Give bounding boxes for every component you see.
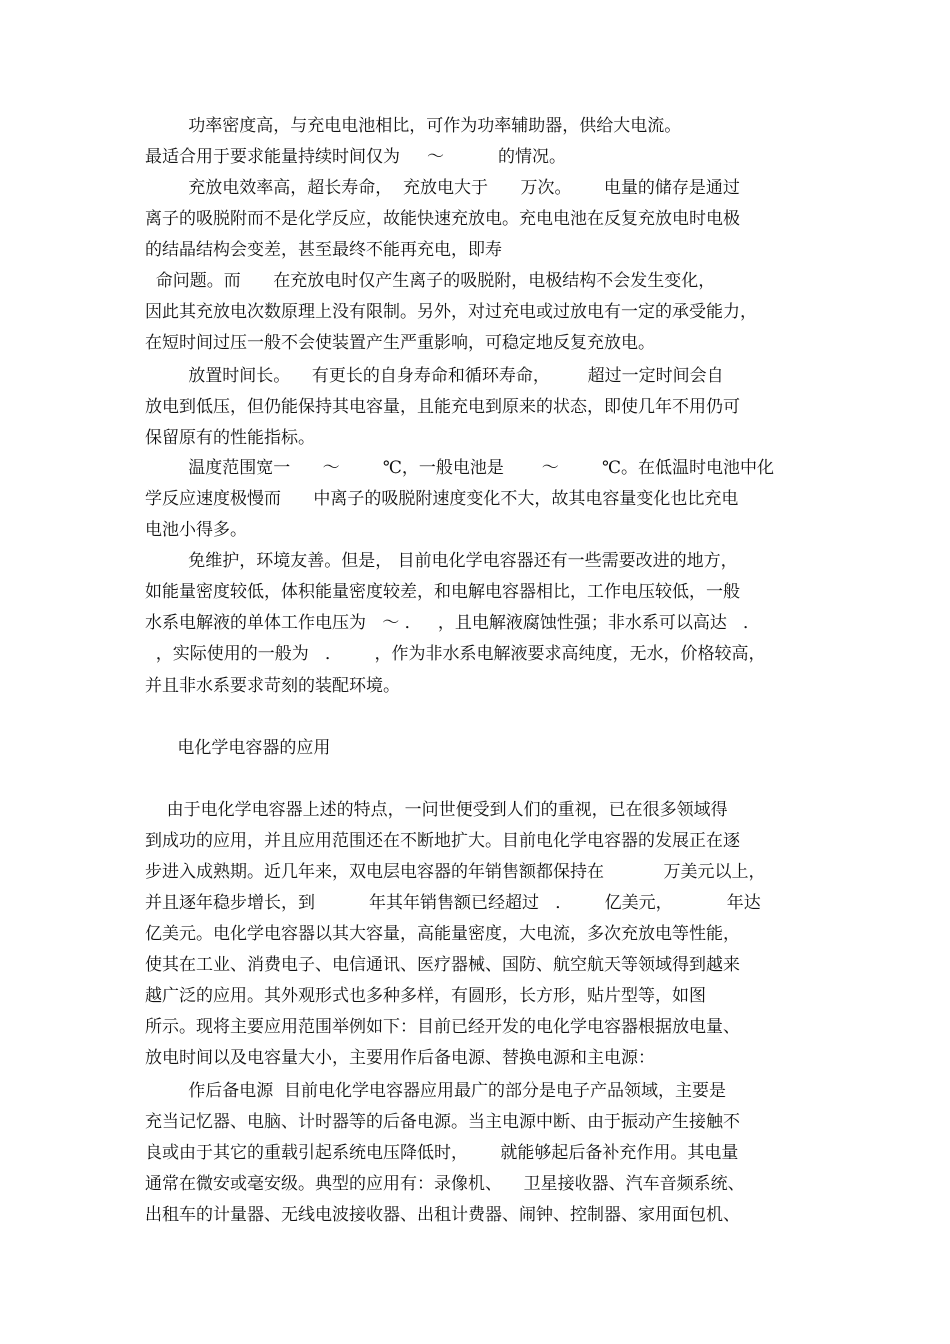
text-line: 通常在微安或毫安级。典型的应用有：录像机、 卫星接收器、汽车音频系统、 [145,1174,745,1194]
text-line: 因此其充放电次数原理上没有限制。另外，对过充电或过放电有一定的承受能力， [145,302,757,322]
text-line: 最适合用于要求能量持续时间仅为 ～ 的情况。 [145,147,567,167]
text-line: 命问题。而 在充放电时仅产生离子的吸脱附，电极结构不会发生变化， [145,271,716,291]
text-line: 作后备电源 目前电化学电容器应用最广的部分是电子产品领域，主要是 [145,1081,727,1101]
text-line: 放电时间以及电容量大小，主要用作后备电源、替换电源和主电源： [145,1048,655,1068]
text-line: 充放电效率高，超长寿命， 充放电大于 万次。 电量的储存是通过 [145,178,740,198]
text-line: 所示。现将主要应用范围举例如下：目前已经开发的电化学电容器根据放电量、 [145,1017,740,1037]
text-line: 步进入成熟期。近几年来，双电层电容器的年销售额都保持在 万美元以上， [145,862,766,882]
text-line: 保留原有的性能指标。 [145,428,315,448]
text-line: 并且逐年稳步增长，到 年其年销售额已经超过 ． 亿美元， 年达 [145,893,761,913]
text-line: 的结晶结构会变差，甚至最终不能再充电，即寿 [145,240,502,260]
text-line: 使其在工业、消费电子、电信通讯、医疗器械、国防、航空航天等领域得到越来 [145,955,740,975]
text-line: 放电到低压，但仍能保持其电容量，且能充电到原来的状态，即使几年不用仍可 [145,397,740,417]
text-line: 功率密度高，与充电电池相比，可作为功率辅助器，供给大电流。 [145,116,682,136]
text-line: 由于电化学电容器上述的特点，一问世便受到人们的重视，已在很多领域得 [145,800,728,820]
text-line: 电池小得多。 [145,520,247,540]
text-line: 水系电解液的单体工作电压为 ～ ． ，且电解液腐蚀性强；非水系可以高达 ． [145,613,761,633]
text-line: 充当记忆器、电脑、计时器等的后备电源。当主电源中断、由于振动产生接触不 [145,1112,740,1132]
text-line: 在短时间过压一般不会使装置产生严重影响，可稳定地反复充放电。 [145,333,655,353]
text-line: 放置时间长。 有更长的自身寿命和循环寿命， 超过一定时间会自 [145,366,724,386]
text-line: 学反应速度极慢而 中离子的吸脱附速度变化不大，故其电容量变化也比充电 [145,489,739,509]
text-line: 并且非水系要求苛刻的装配环境。 [145,676,400,696]
text-line: 到成功的应用，并且应用范围还在不断地扩大。目前电化学电容器的发展正在逐 [145,831,740,851]
text-line: 离子的吸脱附而不是化学反应，故能快速充放电。充电电池在反复充放电时电极 [145,209,740,229]
text-line: 温度范围宽一 ～ ℃，一般电池是 ～ ℃。在低温时电池中化 [145,458,774,478]
text-line: 如能量密度较低，体积能量密度较差，和电解电容器相比，工作电压较低，一般 [145,582,740,602]
section-heading: 电化学电容器的应用 [145,738,331,758]
text-line: 亿美元。电化学电容器以其大容量，高能量密度，大电流，多次充放电等性能， [145,924,740,944]
text-line: 出租车的计量器、无线电波接收器、出租计费器、闹钟、控制器、家用面包机、 [145,1205,740,1225]
text-line: 良或由于其它的重载引起系统电压降低时， 就能够起后备补充作用。其电量 [145,1143,739,1163]
text-line: 免维护，环境友善。但是， 目前电化学电容器还有一些需要改进的地方， [145,551,738,571]
text-line: ，实际使用的一般为 ． ，作为非水系电解液要求高纯度，无水，价格较高， [145,644,766,664]
text-line: 越广泛的应用。其外观形式也多种多样，有圆形，长方形，贴片型等，如图 [145,986,706,1006]
